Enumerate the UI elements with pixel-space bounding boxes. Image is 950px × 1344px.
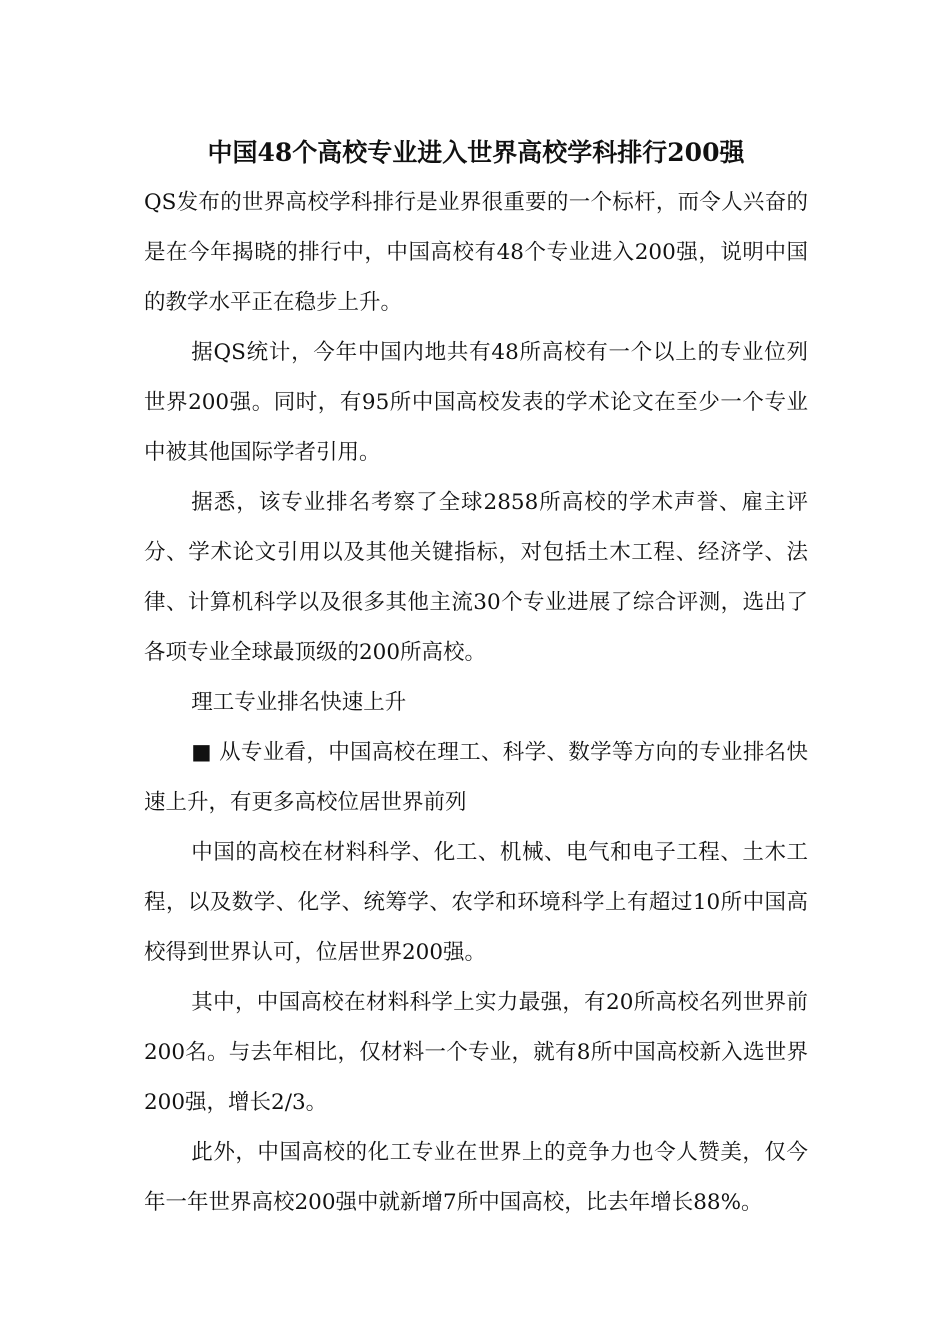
paragraph-intro: QS发布的世界高校学科排行是业界很重要的一个标杆，而令人兴奋的是在今年揭晓的排行中，中国高校有48个专业进入200强，说明中国的教学水平正在稳步上升。 [144, 190, 808, 315]
document-title: 中国48个高校专业进入世界高校学科排行200强 [207, 138, 745, 167]
section-heading: 理工专业排名快速上升 [191, 690, 407, 715]
paragraph-disciplines: 中国的高校在材料科学、化工、机械、电气和电子工程、土木工程，以及数学、化学、统筹学、农学和环境科学上有超过10所中国高校得到世界认可，位居世界200强。 [144, 840, 808, 965]
document-page [144, 128, 808, 1228]
paragraph-highlight: ■ 从专业看，中国高校在理工、科学、数学等方向的专业排名快速上升，有更多高校位居世界前列 [144, 740, 808, 815]
paragraph-ranking-method: 据悉，该专业排名考察了全球2858所高校的学术声誉、雇主评分、学术论文引用以及其他关键指标，对包括土木工程、经济学、法律、计算机科学以及很多其他主流30个专业进展了综合评测，选出了各项专业全球最顶级的200所高校。 [144, 490, 808, 665]
paragraph-qs-statistics: 据QS统计，今年中国内地共有48所高校有一个以上的专业位列世界200强。同时，有95所中国高校发表的学术论文在至少一个专业中被其他国际学者引用。 [144, 340, 808, 465]
paragraph-materials-science: 其中，中国高校在材料科学上实力最强，有20所高校名列世界前200名。与去年相比，仅材料一个专业，就有8所中国高校新入选世界200强，增长2/3。 [144, 990, 808, 1115]
paragraph-chemical-engineering: 此外，中国高校的化工专业在世界上的竞争力也令人赞美，仅今年一年世界高校200强中就新增7所中国高校，比去年增长88%。 [144, 1140, 808, 1215]
